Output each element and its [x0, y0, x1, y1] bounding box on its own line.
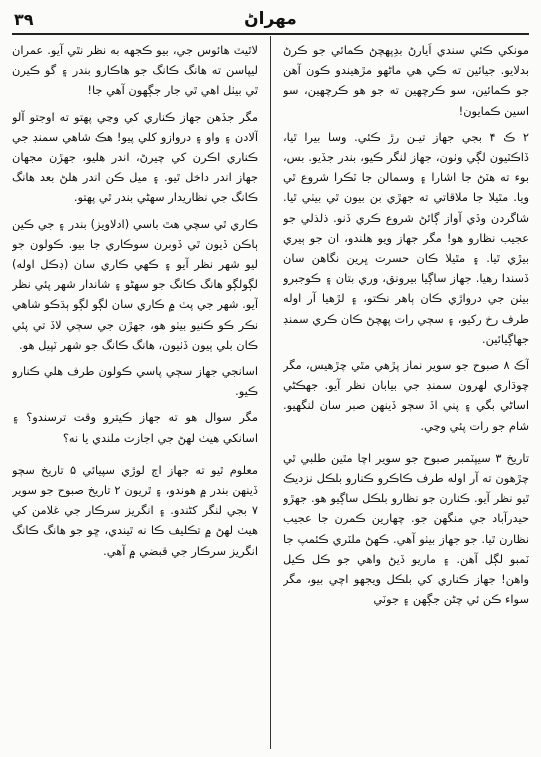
paragraph: مونکي ڪئي سندي اَيارڻ بدِپهچڻ ڪمائي جو ڪرڻ بدلايو. جيائين ته ڪي هي ماڻهو مڙهيندو ڪون آهن جو ڪمائين، سو ڪرچهين ته جو هو ڪرچهين، سو اسين ڪمايون! [283, 43, 529, 118]
running-title: مهراڻ [244, 9, 297, 29]
left-column [12, 40, 258, 749]
header-rule [12, 33, 529, 35]
page-number: ۳۹ [14, 9, 34, 29]
paragraph: اسانجي جهاز سڄي پاسي ڪولون طرف هلي ڪنارو ڪيو. [12, 364, 258, 399]
paragraph: مگر جڏهن جهاز ڪناري کي وڃي پهتو ته اوجتو آلو آلادن ۽ واو ۽ دروازو کلي پيو! هڪ شاهي سمنڊ جي ڪناري اڪرن کي چيرڻ، اندر هليو، جهڙن مجهان جهاز اندر داخل ٿيو. ۽ ميل ڪن اندر هلڻ بعد هانگ ڪانگ جي نظاريدار سهڻي بندر ٿي پهتو. [12, 109, 258, 205]
paragraph: ڪاري ٿي سچي هٿ باسي (ادلاويز) بندر ۽ جي ڪين ٻاڪن ڏيون ٿي ڏوبرن سوڪاري جا بيو. ڪولون جو ليو شهر نظر آيو ۽ ڪهي ڪاري سان (ڊڪل اوله) لڳولڳو هانگ ڪانگ جو سهڻو ۽ شاندار شهر پئي نظر آيو. شهر جي پٺ ۾ ڪاري سان لڳو لڳو ٻڌڪو شاهي نڪر ڪو ڪنيو بيٺو هو، جهڙن جي سڄي لاڏ تي پئي ڪان بلي ٻيون ڏٺيون، هانگ ڪانگ جو شهر ٽپيل هو. [12, 216, 258, 352]
paragraph: ۲ ڪ ۴ بجي جهاز تيـن رڙ ڪئي. وسا بيرا ٿيا، ڏاڪٽيون لڳي وٺون، جهاز لنگر ڪيو، بندر جڏيو. بس، بوء ته هٽڻ جا اشارا ۽ وسمالن جا ٽڪرا شروع ٿي ويا. مٿيلا جا ملاقاتي ته جهڙي بن بيون ٿي بيٺي ٿيا. شاگردن وڏي آواز ڳائڻ شروع ڪري ڏنو. ذلذلي جو عجيب نظارو هو! مگر جهاز ويو هلندو، ان جو ٻيري بيڙي ٿيا. ۽ مٿيلا ڪان حسرت ڀرين نگاهن سان ڏسندا رهيا. جهاز ساڳيا بيرونق، وري بتان ۽ ڪوجبرو بيٺن جي درواڙي ڪان ٻاهر نڪتو، ۽ لڙهيا آر اوله طرف رخ رکيو، ۽ سڄي رات پهچڻ ڪان ڪري سمنڊ جهاڳيائين. [283, 129, 529, 346]
paragraph: لاٿيٽ هائوس جي، بيو ڪجهه به نظر نٿي آيو. عمران ليپاسن ته هانگ ڪانگ جو هاڪارو بندر ۽ گو ڪيرن ٿي بيٺل اهي ٿي جار جڳهون آهي جا! [12, 43, 258, 98]
paragraph: آڪ ۸ صبوح جو سوير نماز پڙهي مٿي چڙهيس، مگر چوڌاري لهرون سمنڊ جي بيابان نظر آيو. جهڪڻي اساڻي بگي ۽ پني اڏ سڄو ڏينهن صبر سان لنگهيو. شام جو رات پئي وڃي. [283, 358, 529, 433]
page-header [14, 6, 527, 32]
right-column [283, 40, 529, 749]
paragraph: مگر سوال هو ته جهاز ڪيترو وقت ترسندو؟ ۽ اسانکي هيٺ لهڻ جي اجازت ملندي يا نه؟ [12, 410, 258, 445]
column-divider [270, 36, 271, 749]
paragraph: معلوم ٿيو ته جهاز اڄ لوڙي سپيائي ۵ تاريخ سڄو ڏينهن بندر ۾ هوندو، ۽ ٿريون ۲ تاريخ صبوح جو سوير ۷ بجي لنگر کڻندو. ۽ انگريز سرڪار جي غلامن کي هيٺ لهڻ ۾ تڪليف ڪا نه ٿيندي، ڇو جو هانگ ڪانگ انگريز سرڪار جي قبضي ۾ آهي. [12, 462, 258, 558]
paragraph: تاريخ ۳ سيپٽمبر صبوح جو سوير اچا مٿين طلبي ٿي چڙهون ته آر اوله طرف ڪاڪرو ڪنارو بلڪل نزديڪ ٿيو نظر آيو. ڪنارن جو نظارو بلڪل ساڳيو هو. جهڙو حيدرآباد جي منگهن جو. چهارين ڪمرن جا عجيب نظارن ٿيا. جو جهاز بيٺو آهي. ڪهڻ ملٽري ڪئمپ جا ٽمبو لڳل آهن. ۽ ماريو ڏيڻ واهي جو ڪل ڪيل واهن! جهاز ڪناري کي بلڪل ويجهو اچي بيو، مگر سواء ڪن ئي چڻن جڳهن ۽ جوٽي [283, 450, 529, 607]
